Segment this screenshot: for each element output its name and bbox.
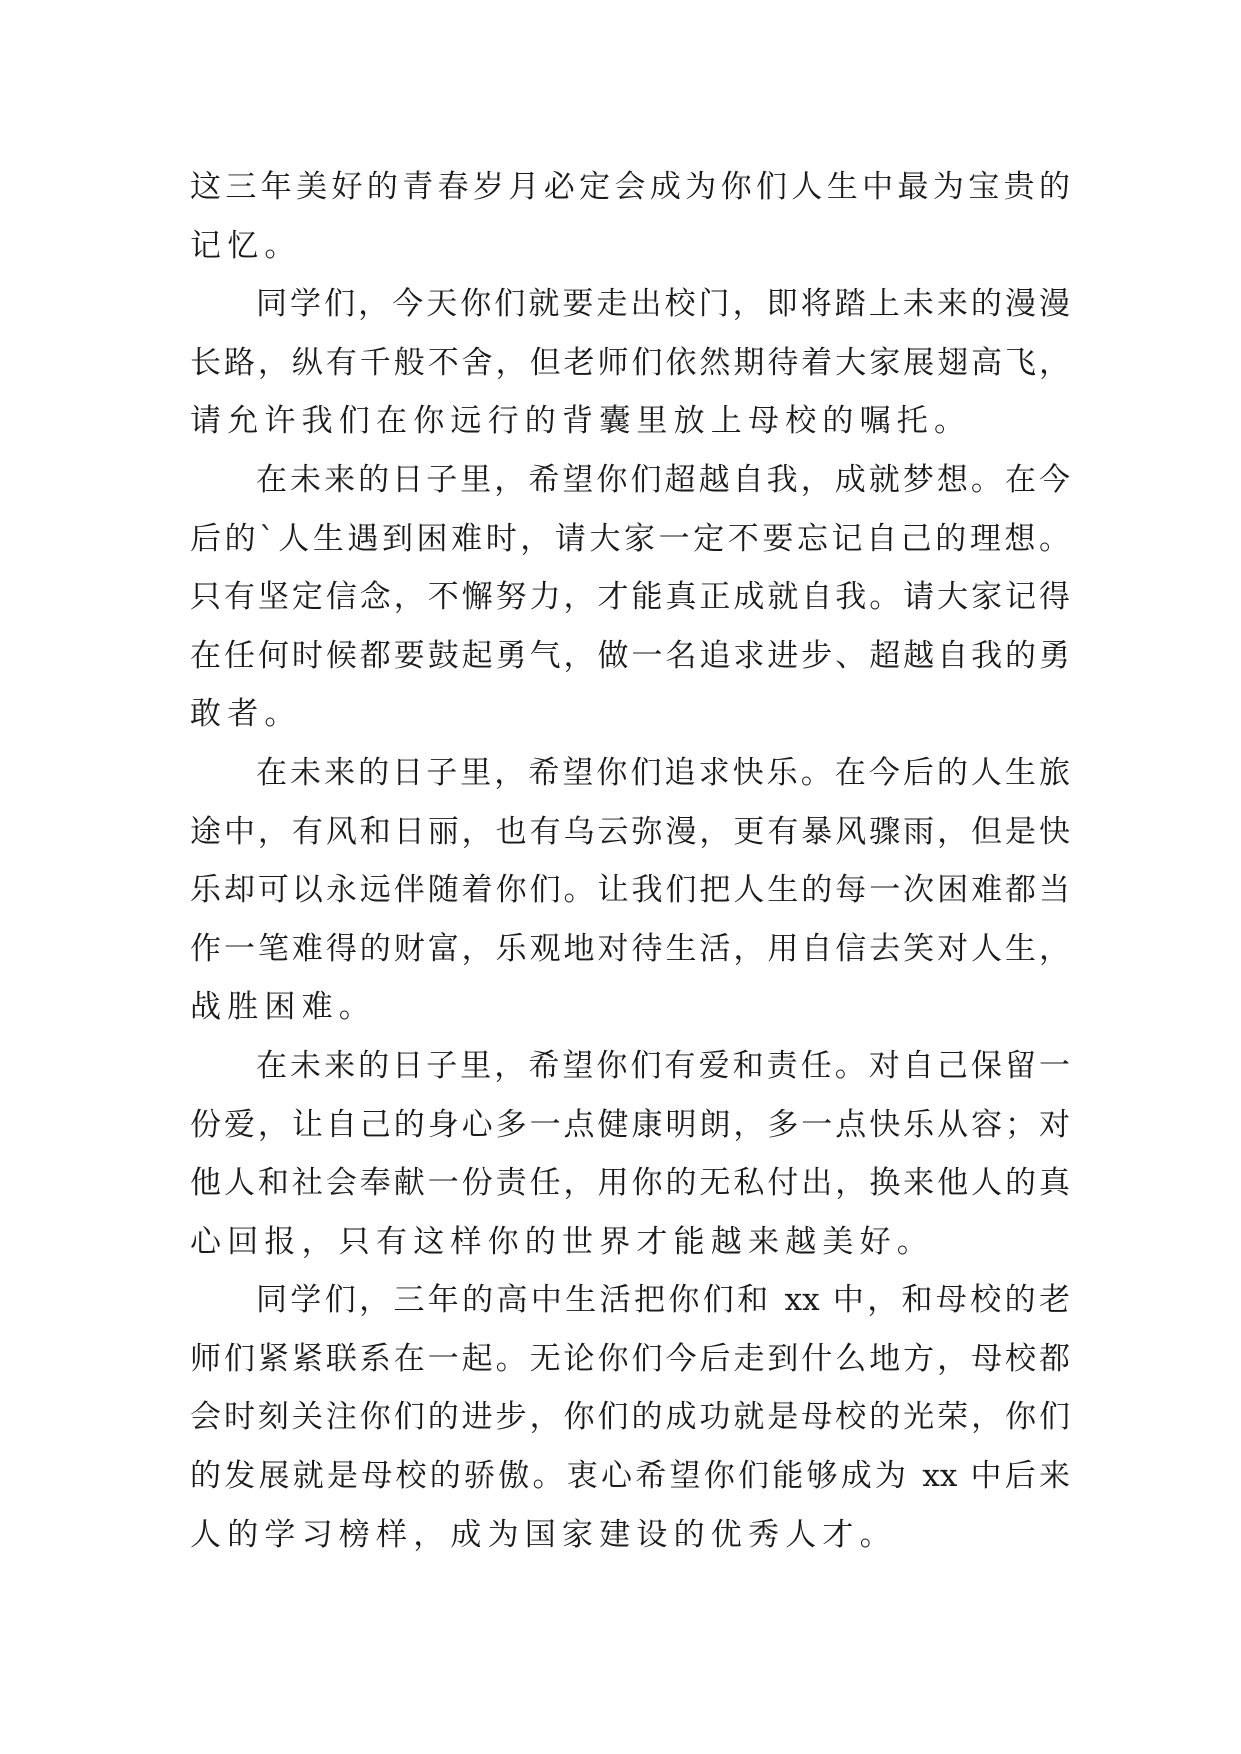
text-line: 份爱，让自己的身心多一点健康明朗，多一点快乐从容；对 [190,1106,1070,1143]
text-line: 会时刻关注你们的进步，你们的成功就是母校的光荣，你们 [190,1399,1070,1436]
text-line: 在未来的日子里，希望你们超越自我，成就梦想。在今 [256,461,1070,498]
text-line: 途中，有风和日丽，也有乌云弥漫，更有暴风骤雨，但是快 [190,813,1070,850]
text-line: 在未来的日子里，希望你们追求快乐。在今后的人生旅 [256,754,1070,791]
text-line: 敢者。 [190,696,302,733]
paragraph-5 [190,1037,1070,1271]
text-line: 同学们，三年的高中生活把你们和 xx 中，和母校的老 [256,1282,1070,1319]
text-line: 请允许我们在你远行的背囊里放上母校的嘱托。 [190,403,972,440]
text-line: 师们紧紧联系在一起。无论你们今后走到什么地方，母校都 [190,1340,1070,1377]
text-line: 战胜困难。 [190,989,376,1026]
text-line: 长路，纵有千般不舍，但老师们依然期待着大家展翅高飞， [190,344,1070,381]
text-line: 乐却可以永远伴随着你们。让我们把人生的每一次困难都当 [190,872,1070,909]
text-line: 只有坚定信念，不懈努力，才能真正成就自我。请大家记得 [190,579,1070,616]
paragraph-2 [190,275,1070,451]
text-line: 他人和社会奉献一份责任，用你的无私付出，换来他人的真 [190,1165,1070,1202]
text-line: 人的学习榜样，成为国家建设的优秀人才。 [190,1516,897,1553]
text-line: 在未来的日子里，希望你们有爱和责任。对自己保留一 [256,1047,1070,1084]
text-line: 心回报，只有这样你的世界才能越来越美好。 [190,1223,934,1260]
paragraph-1 [190,158,1070,275]
paragraph-3 [190,451,1070,744]
text-line: 同学们，今天你们就要走出校门，即将踏上未来的漫漫 [256,286,1070,323]
paragraph-4 [190,744,1070,1037]
body-text [190,158,1070,1564]
text-line: 后的`人生遇到困难时，请大家一定不要忘记自己的理想。 [190,520,1070,557]
text-line: 这三年美好的青春岁月必定会成为你们人生中最为宝贵的 [190,169,1070,205]
text-line: 记忆。 [190,227,302,264]
text-line: 作一笔难得的财富，乐观地对待生活，用自信去笑对人生， [190,930,1070,967]
paragraph-6 [190,1271,1070,1564]
text-line: 的发展就是母校的骄傲。衷心希望你们能够成为 xx 中后来 [190,1458,1070,1495]
text-line: 在任何时候都要鼓起勇气，做一名追求进步、超越自我的勇 [190,637,1070,674]
